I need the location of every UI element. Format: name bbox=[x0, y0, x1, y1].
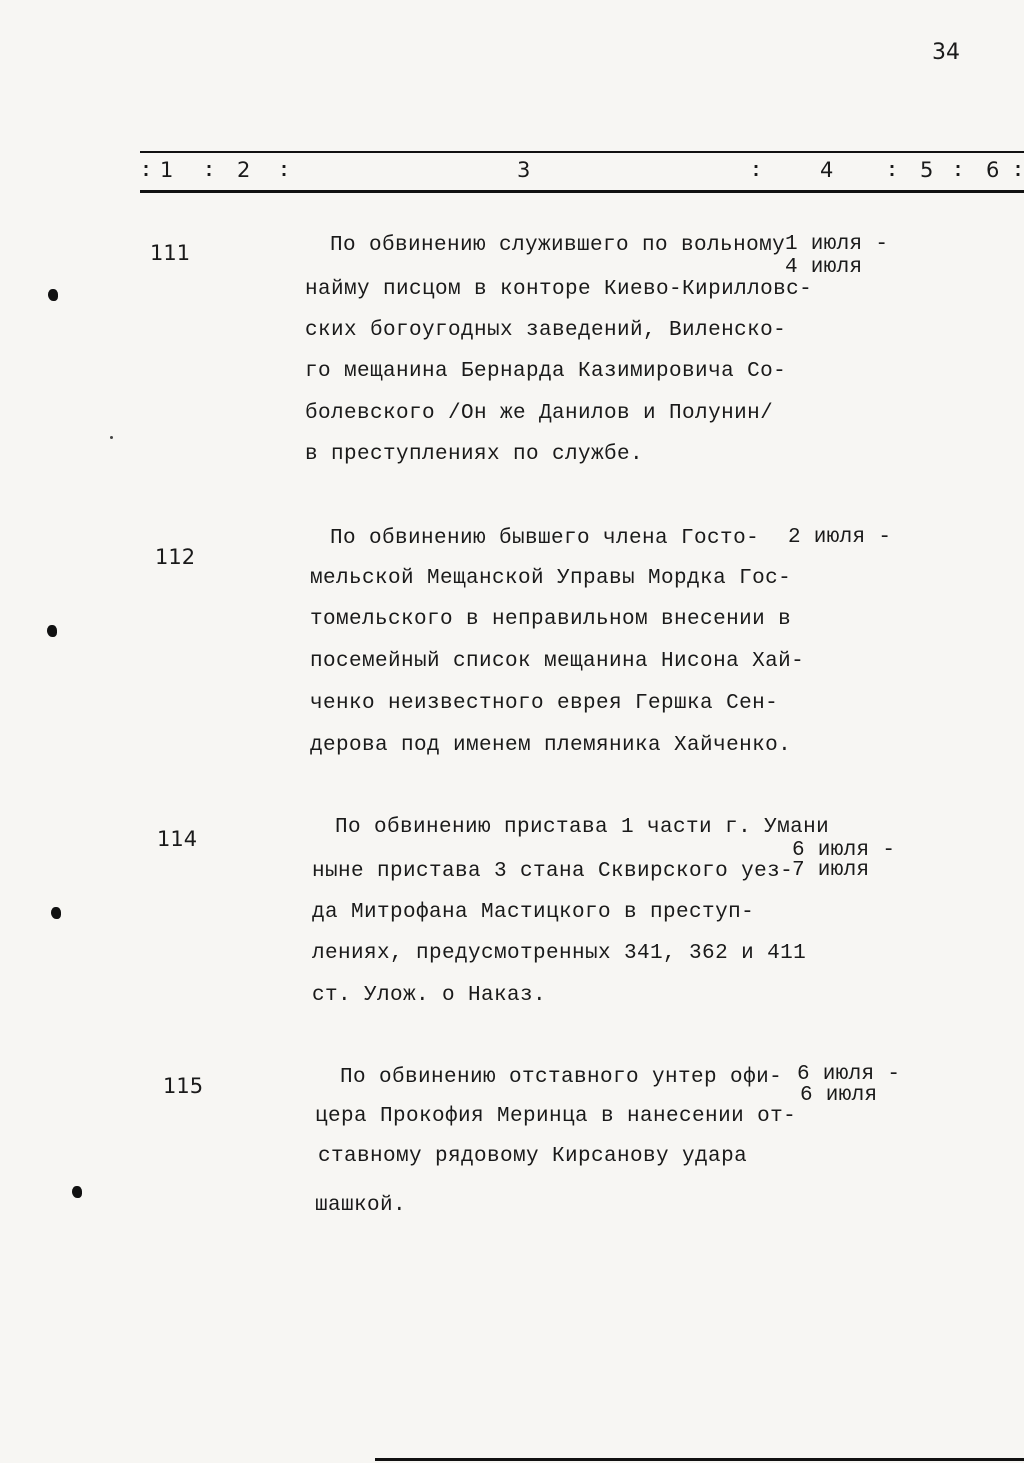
punch-hole-mark bbox=[47, 625, 57, 637]
description-line: По обвинению пристава 1 части г. Умани bbox=[335, 816, 830, 839]
punch-hole-mark bbox=[72, 1186, 82, 1198]
column-separator: : bbox=[203, 160, 216, 183]
description-line: мельской Мещанской Управы Мордка Гос- bbox=[310, 567, 792, 590]
description-line: ныне пристава 3 стана Сквирского уез- bbox=[312, 860, 794, 883]
date-start: 6 июля - bbox=[797, 1063, 901, 1086]
description-line: томельского в неправильном внесении в bbox=[310, 608, 792, 631]
case-number: 111 bbox=[150, 241, 191, 265]
column-header-2: 2 bbox=[237, 158, 251, 182]
column-header-1: 1 bbox=[160, 158, 174, 182]
header-bottom-rule bbox=[140, 190, 1024, 193]
punch-hole-mark bbox=[48, 289, 58, 301]
column-separator: : bbox=[952, 160, 965, 183]
description-line: в преступлениях по службе. bbox=[305, 443, 644, 466]
date-end: 7 июля bbox=[792, 859, 870, 882]
description-line: ст. Улож. о Наказ. bbox=[312, 984, 547, 1007]
description-line: ских богоугодных заведений, Виленско- bbox=[305, 319, 787, 342]
case-number: 114 bbox=[157, 827, 198, 851]
description-line: го мещанина Бернарда Казимировича Со- bbox=[305, 360, 787, 383]
date-end: 4 июля bbox=[785, 256, 863, 279]
column-header-6: 6 bbox=[986, 158, 1000, 182]
description-line: посемейный список мещанина Нисона Хай- bbox=[310, 650, 805, 673]
date-start: 1 июля - bbox=[785, 233, 889, 256]
description-line: болевского /Он же Данилов и Полунин/ bbox=[305, 402, 774, 425]
column-separator: : bbox=[886, 160, 899, 183]
description-line: найму писцом в конторе Киево-Кирилловс- bbox=[305, 278, 813, 301]
page-number: 34 bbox=[932, 40, 960, 65]
case-number: 112 bbox=[155, 545, 196, 569]
date-end: 6 июля bbox=[800, 1084, 878, 1107]
ink-speck bbox=[110, 436, 113, 439]
description-line: цера Прокофия Меринца в нанесении от- bbox=[315, 1105, 797, 1128]
date-start: 2 июля - bbox=[788, 526, 892, 549]
description-line: шашкой. bbox=[315, 1194, 407, 1217]
punch-hole-mark bbox=[51, 907, 61, 919]
description-line: ставному рядовому Кирсанову удара bbox=[318, 1145, 748, 1168]
description-line: лениях, предусмотренных 341, 362 и 411 bbox=[312, 942, 807, 965]
description-line: По обвинению бывшего члена Госто- bbox=[330, 527, 760, 550]
column-header-5: 5 bbox=[920, 158, 934, 182]
description-line: По обвинению служившего по вольному bbox=[330, 234, 786, 257]
column-header-4: 4 bbox=[820, 158, 834, 182]
column-separator: : bbox=[1012, 160, 1024, 183]
date-start: 6 июля - bbox=[792, 839, 896, 862]
description-line: ченко неизвестного еврея Гершка Сен- bbox=[310, 692, 779, 715]
description-line: да Митрофана Мастицкого в преступ- bbox=[312, 901, 755, 924]
column-separator: : bbox=[750, 160, 763, 183]
description-line: дерова под именем племяника Хайченко. bbox=[310, 734, 792, 757]
column-header-3: 3 bbox=[517, 158, 531, 182]
column-separator: : bbox=[278, 160, 291, 183]
description-line: По обвинению отставного унтер офи- bbox=[340, 1066, 783, 1089]
case-number: 115 bbox=[163, 1074, 204, 1098]
header-top-rule bbox=[140, 151, 1024, 153]
column-separator: : bbox=[140, 160, 153, 183]
footer-rule bbox=[375, 1458, 1024, 1461]
